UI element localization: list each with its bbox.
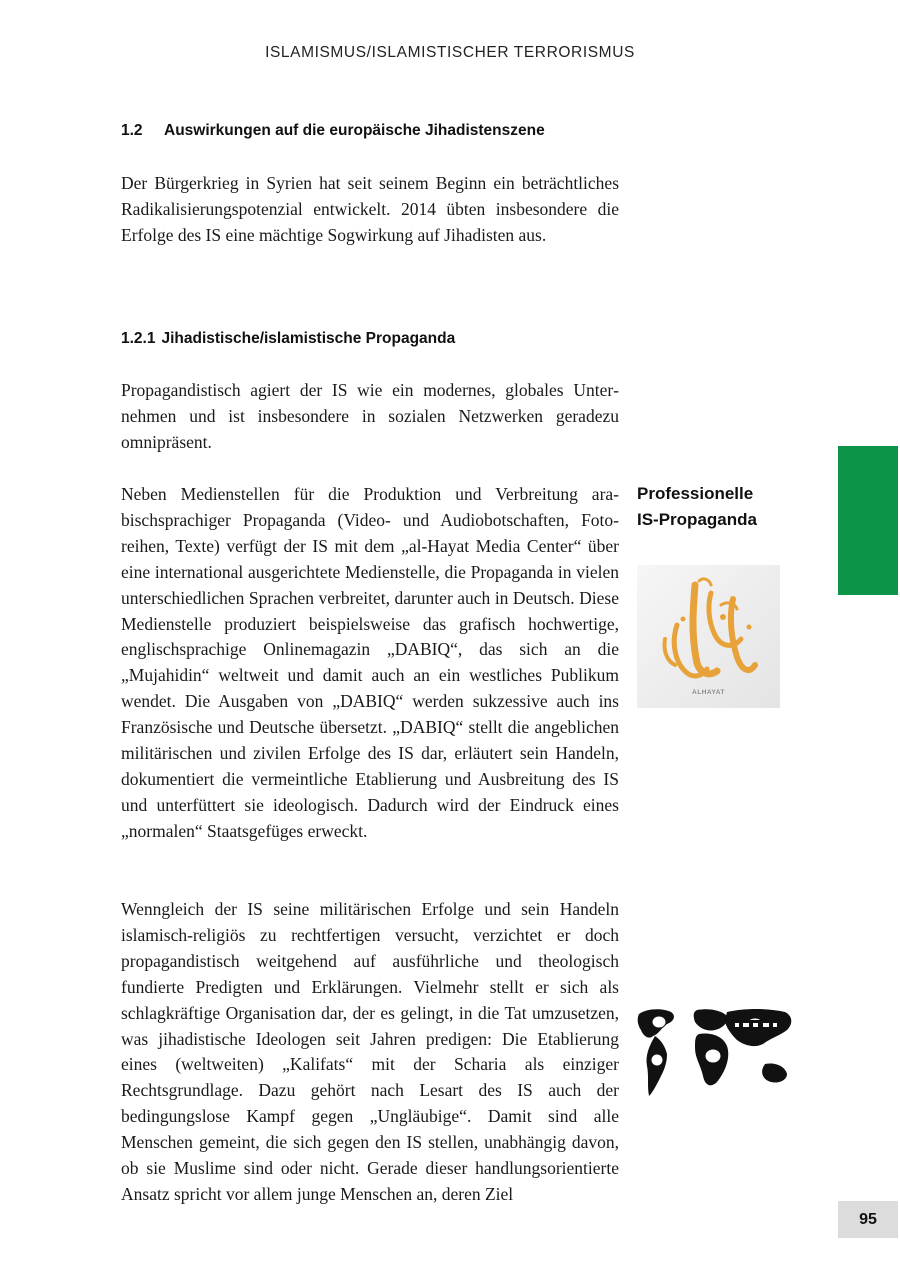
paragraph-propaganda-2: Neben Medienstellen für die Produktion und Verbreitung arabischsprachiger Propaganda (Video- und Audiobotschaften, Fotoreihen, Texte) verfügt der IS mit dem „al-Hayat Media Center“ über eine international ausgerichtete Medienstelle, die Propaganda in vielen unterschiedlichen Sprachen verbreitet, darunter auch in Deutsch. Diese Medienstelle produziert beispielsweise das grafisch hochwertige, englischsprachige Onlinemagazin „DABIQ“, das sich an die „Mujahidin“ weltweit und damit auch an ein westliches Publikum wendet. Die Ausgaben von „DABIQ“ werden sukzessive auch ins Französische und Deutsche übersetzt. „DABIQ“ stellt die angeblichen militärischen und zivilen Erfolge des IS dar, erläutert sein Handeln, dokumentiert die vermeintliche Etablierung und Ausbreitung des IS und unterfüttert sie ideologisch. Dadurch wird der Eindruck eines „normalen“ Staatsgefüges erweckt. bbox=[121, 484, 619, 841]
section-heading-1-2-1 bbox=[121, 330, 455, 348]
paragraph-intro: Der Bürgerkrieg in Syrien hat seit seinem Beginn ein beträchtliches Radikalisierungspotenzial entwickelt. 2014 übten insbesondere die Erfolge des IS eine mächtige Sogwirkung auf Jihadisten aus. bbox=[121, 173, 619, 245]
margin-label-line-1: Professionelle bbox=[637, 484, 754, 503]
logo-caption: ALHAYAT bbox=[692, 689, 725, 696]
world-map-image bbox=[637, 1006, 795, 1098]
margin-label-line-2: IS-Propaganda bbox=[637, 510, 757, 529]
chapter-tab bbox=[838, 446, 898, 595]
page-number: 95 bbox=[838, 1201, 898, 1238]
section-title: Jihadistische/islamistische Propaganda bbox=[161, 330, 456, 347]
section-heading-1-2 bbox=[121, 122, 545, 140]
paragraph-propaganda-1: Propagandistisch agiert der IS wie ein modernes, globales Unternehmen und ist insbesondere in sozialen Netzwerken geradezu omnipräsent. bbox=[121, 380, 619, 452]
calligraphy-logo-icon bbox=[637, 565, 780, 708]
paragraph-propaganda-3: Wenngleich der IS seine militärischen Erfolge und sein Handeln islamisch-religiös zu rechtfertigen versucht, verzichtet er doch propagandistisch weitgehend auf ausführliche und theologisch fundierte Predigten und Erklärungen. Vielmehr stellt er sich als schlagkräftige Organisation dar, der es gelingt, in die Tat umzusetzen, was jihadistische Ideologen seit Jahren predigen: Die Etablierung eines (weltweiten) „Kalifats“ mit der Scharia als einziger Rechtsgrundlage. Dazu gehört nach Lesart des IS auch der bedingungslose Kampf gegen „Ungläubige“. Damit sind alle Menschen gemeint, die sich gegen den IS stellen, unabhängig davon, ob sie Muslime sind oder nicht. Gerade dieser handlungsorientierte Ansatz spricht vor allem junge Menschen an, deren Ziel bbox=[121, 899, 619, 1204]
section-number: 1.2 bbox=[121, 122, 143, 139]
section-number: 1.2.1 bbox=[121, 330, 156, 347]
alhayat-logo-image bbox=[637, 565, 780, 708]
world-map-flags-icon bbox=[637, 1006, 795, 1098]
running-header: ISLAMISMUS/ISLAMISTISCHER TERRORISMUS bbox=[265, 44, 635, 61]
section-title: Auswirkungen auf die europäische Jihadistenszene bbox=[164, 122, 545, 139]
margin-label bbox=[637, 481, 757, 533]
